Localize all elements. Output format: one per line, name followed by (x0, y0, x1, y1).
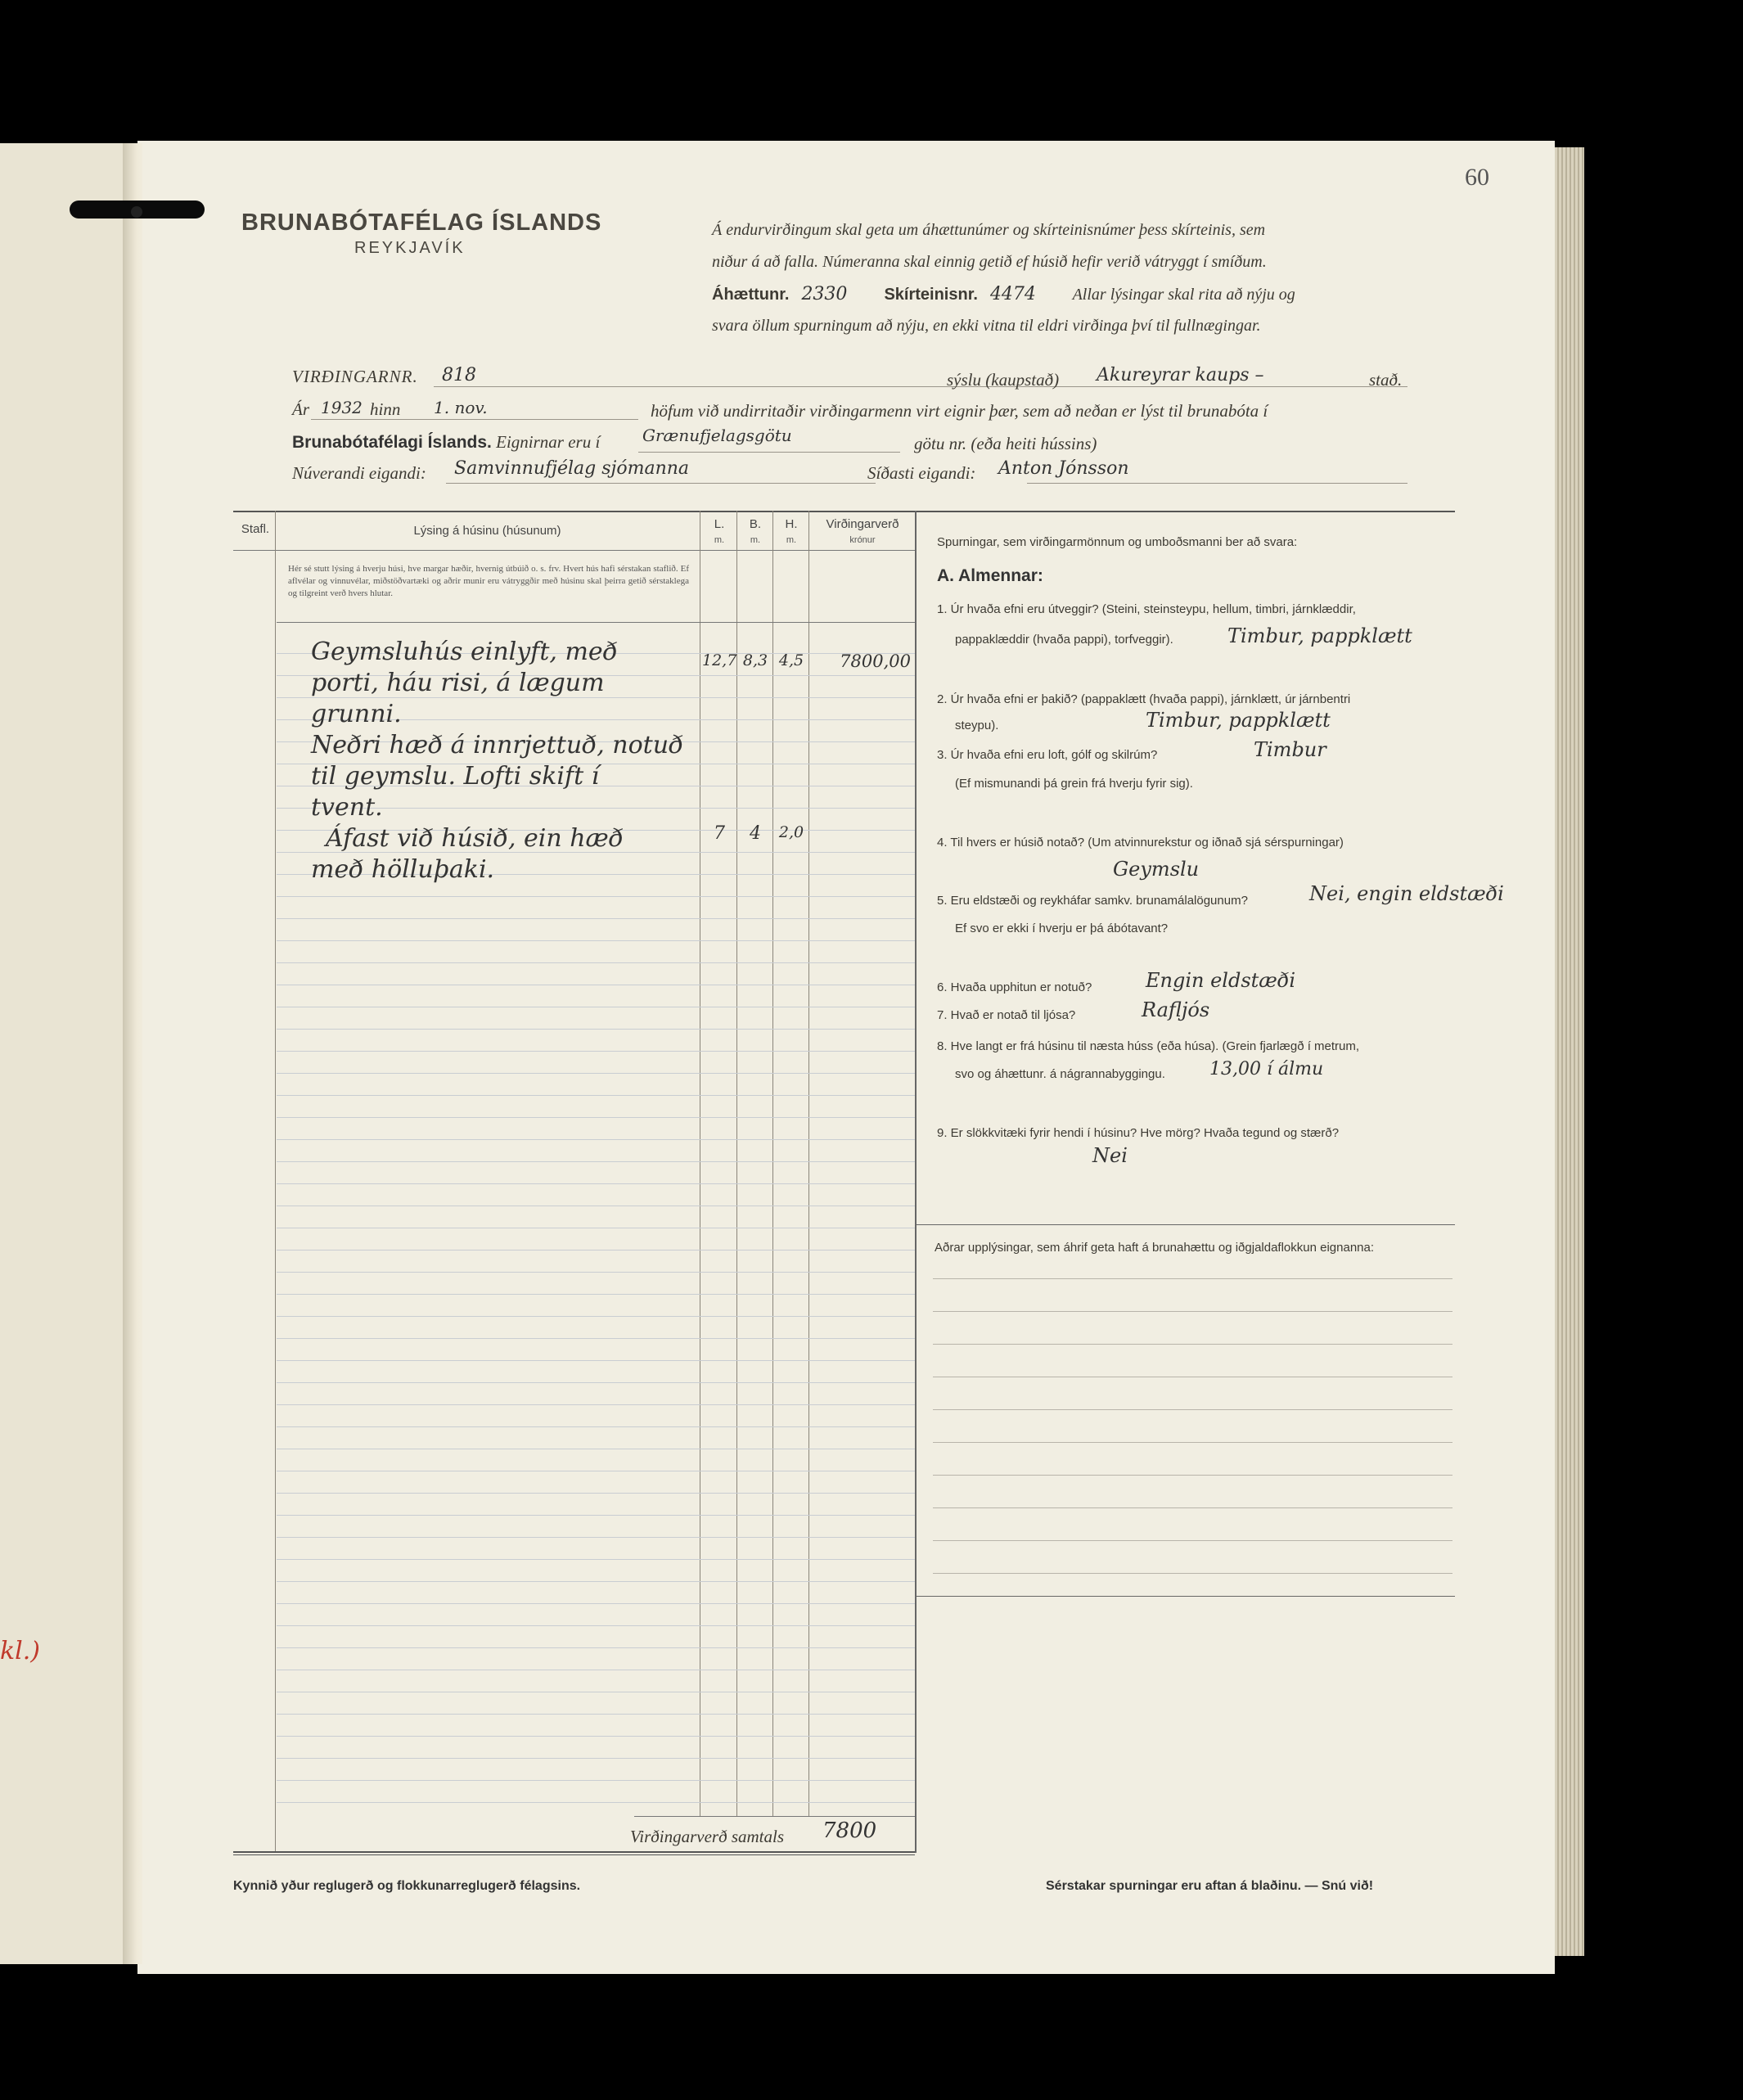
table-vline-1 (275, 511, 276, 1853)
eignirnar-label: Eignirnar eru í (496, 432, 601, 452)
q8-answer: 13,00 í álmu (1209, 1059, 1324, 1079)
ruled-line (933, 1442, 1452, 1443)
left-page (0, 143, 137, 1964)
ruled-line (277, 1250, 915, 1251)
header-rule-4 (446, 483, 876, 484)
table-top-rule (233, 511, 1455, 512)
row1-verd: 7800,00 (840, 651, 911, 671)
ruled-line (277, 1117, 915, 1118)
col-verd: Virðingarverð (826, 517, 899, 531)
ruled-line (277, 1426, 915, 1427)
q3-text: 3. Úr hvaða efni eru loft, gólf og skilrúm? (937, 748, 1158, 762)
ruled-line (277, 1758, 915, 1759)
col-b-unit: m. (750, 535, 761, 545)
binding-hole-icon (131, 206, 142, 218)
row1-l: 12,7 (702, 651, 737, 669)
ruled-line (277, 1360, 915, 1361)
page-edges (1555, 147, 1584, 1956)
description-line-7: Áfast við húsið, ein hæð (326, 824, 624, 853)
nuverandi-value: Samvinnufjélag sjómanna (454, 458, 690, 479)
skirteinisnr-label: Skírteinisnr. (884, 286, 978, 304)
description-block (311, 637, 696, 886)
q5-text: 5. Eru eldstæði og reykháfar samkv. brunamálalögunum? (937, 894, 1248, 908)
questions-intro: Spurningar, sem virðingarmönnum og umboðsmanni ber að svara: (937, 535, 1298, 549)
ruled-line (277, 1161, 915, 1162)
gotu-label: götu nr. (eða heiti hússins) (914, 434, 1097, 453)
ruled-line (277, 1382, 915, 1383)
total-top-rule (634, 1816, 915, 1817)
ahaettunr-label: Áhættunr. (712, 286, 790, 304)
intro-line-3-tail: Allar lýsingar skal rita að nýju og (1072, 286, 1295, 304)
ruled-line (277, 1625, 915, 1626)
hinn-value: 1. nov. (434, 398, 488, 417)
ruled-line (277, 1073, 915, 1074)
q5-answer: Nei, engin eldstæði (1309, 882, 1504, 905)
col-lysing: Lýsing á húsinu (húsunum) (413, 524, 561, 538)
q6-answer: Engin eldstæði (1146, 969, 1295, 992)
col-stafl: Stafl. (241, 522, 270, 536)
ruled-line (277, 1736, 915, 1737)
ruled-line (277, 1780, 915, 1781)
col-b: B. (749, 517, 762, 531)
adrar-text: Aðrar upplýsingar, sem áhrif geta haft á brunahættu og iðgjaldaflokkun eignanna: (935, 1241, 1375, 1255)
description-line-5: til geymslu. Lofti skift í (311, 762, 600, 791)
q2-text: 2. Úr hvaða efni er þakið? (pappaklætt (hvaða pappi), járnklætt, úr járnbentri (937, 692, 1351, 706)
ruled-line (277, 1714, 915, 1715)
ruled-line (277, 1338, 915, 1339)
intro-line-4: svara öllum spurningum að nýju, en ekki vitna til eldri virðinga því til fullnægingar. (712, 317, 1261, 335)
ruled-line (277, 1404, 915, 1405)
ruled-line (277, 940, 915, 941)
header-rule-2 (311, 419, 638, 420)
questions-divider (915, 1224, 1455, 1225)
ruled-line (277, 1581, 915, 1582)
q3-answer: Timbur (1254, 738, 1326, 761)
ruled-line (277, 1603, 915, 1604)
table-vline-4 (772, 511, 773, 1816)
description-line-8: með hölluþaki. (311, 855, 495, 884)
col-l-unit: m. (714, 535, 725, 545)
intro-line-3 (712, 278, 1407, 311)
description-line-2: porti, háu risi, á lægum (311, 669, 605, 697)
eignirnar-value: Grænufjelagsgötu (642, 426, 792, 445)
skirteinisnr-value: 4474 (989, 284, 1036, 304)
table-vline-5 (808, 511, 809, 1816)
table-header-rule (233, 550, 917, 551)
col-h: H. (785, 517, 798, 531)
description-line-4: Neðri hæð á innrjettuð, notuð (311, 731, 684, 759)
ruled-line (933, 1311, 1452, 1312)
ruled-line (277, 1493, 915, 1494)
q4-answer: Geymslu (1113, 858, 1200, 881)
ruled-line (277, 896, 915, 897)
intro-line-2: niður á að falla. Númeranna skal einnig getið ef húsið hefir verið vátryggt í smíðum. (712, 253, 1267, 271)
footer-right: Sérstakar spurningar eru aftan á blaðinu. — Snú við! (1046, 1879, 1374, 1893)
col-l: L. (714, 517, 725, 531)
ar-label: Ár (292, 399, 309, 419)
q9-text: 9. Er slökkvitæki fyrir hendi í húsinu? Hve mörg? Hvaða tegund og stærð? (937, 1126, 1340, 1140)
syslu-label: sýslu (kaupstað) (947, 370, 1060, 390)
q3b-text: (Ef mismunandi þá grein frá hverju fyrir sig). (955, 777, 1193, 791)
margin-note: kl.) (0, 1637, 41, 1665)
ruled-line (933, 1540, 1452, 1541)
q8-text: 8. Hve langt er frá húsinu til næsta húss (eða húsa). (Grein fjarlægð í metrum, (937, 1039, 1360, 1053)
ruled-line (277, 1316, 915, 1317)
footer-left: Kynnið yður reglugerð og flokkunarreglugerð félagsins. (233, 1879, 581, 1893)
total-label: Virðingarverð samtals (630, 1827, 785, 1846)
brunabot-label: Brunabótafélagi Íslands. (292, 433, 492, 452)
row1-h: 4,5 (778, 651, 804, 669)
row1-b: 8,3 (742, 651, 768, 669)
ruled-line (933, 1507, 1452, 1508)
ruled-line (277, 1559, 915, 1560)
ruled-line (277, 1294, 915, 1295)
q5b-text: Ef svo er ekki í hverju er þá ábótavant? (955, 922, 1169, 935)
organization-city: REYKJAVÍK (354, 239, 466, 257)
ruled-line (933, 1344, 1452, 1345)
hinn-label: hinn (370, 399, 401, 419)
syslu-value: Akureyrar kaups – (1097, 365, 1264, 385)
q1b-text: pappaklæddir (hvaða pappi), torfveggir). (955, 633, 1173, 647)
ruled-line (933, 1278, 1452, 1279)
ruled-line (277, 1051, 915, 1052)
ruled-line (933, 1475, 1452, 1476)
nuverandi-label: Núverandi eigandi: (292, 463, 426, 483)
table-bottom-rule (233, 1851, 915, 1853)
header-rule-1 (434, 386, 1407, 387)
q7-answer: Rafljós (1142, 998, 1210, 1021)
ruled-line (277, 962, 915, 963)
page-number: 60 (1465, 164, 1489, 191)
row2-b: 4 (750, 823, 761, 844)
intro-line-1: Á endurvirðingum skal geta um áhættunúmer og skírteinisnúmer þess skírteinis, sem (712, 221, 1266, 239)
virdingarnr-label: VIRÐINGARNR. (292, 367, 418, 386)
description-line-6: tvent. (311, 793, 383, 822)
brunabot-line (292, 432, 600, 453)
ruled-line (277, 1515, 915, 1516)
ruled-line (277, 1029, 915, 1030)
instructions-rule (277, 622, 915, 623)
table-vline-3 (736, 511, 737, 1816)
col-kronur: krónur (849, 535, 876, 545)
q1-text: 1. Úr hvaða efni eru útveggir? (Steini, steinsteypu, hellum, timbri, járnklæddir, (937, 602, 1356, 616)
header-rule-3 (638, 452, 900, 453)
sidasti-value: Anton Jónsson (998, 458, 1129, 479)
q1-answer: Timbur, pappklætt (1227, 624, 1412, 647)
organization-name: BRUNABÓTAFÉLAG ÍSLANDS (241, 210, 602, 236)
ruled-line (277, 1802, 915, 1803)
q8b-text: svo og áhættunr. á nágrannabyggingu. (955, 1067, 1165, 1081)
ruled-line (277, 918, 915, 919)
ruled-line (277, 1537, 915, 1538)
q4-text: 4. Til hvers er húsið notað? (Um atvinnurekstur og iðnað sjá sérspurningar) (937, 836, 1344, 849)
description-line-1: Geymsluhús einlyft, með (311, 638, 618, 666)
ruled-line (933, 1409, 1452, 1410)
table-instructions: Hér sé stutt lýsing á hverju húsi, hve margar hæðir, hvernig útbúið o. s. frv. Hvert hús hafi sérstakan staflið. Ef aflvélar og vinnuvélar, miðstöðvartæki og aðrir munir eru vátryggðir með húsinu skal þeirra getið sérstaklega og tilgreint verð hvers hlutar. (288, 564, 689, 598)
stad-label: stað. (1369, 370, 1403, 390)
table-bottom-rule-2 (233, 1854, 915, 1855)
questions-bottom-rule (915, 1596, 1455, 1597)
section-a-title: A. Almennar: (937, 566, 1043, 585)
row2-l: 7 (714, 823, 725, 844)
ruled-line (277, 1183, 915, 1184)
q9-answer: Nei (1092, 1144, 1128, 1167)
sidasti-label: Síðasti eigandi: (867, 463, 976, 483)
ruled-line (277, 1647, 915, 1648)
total-value: 7800 (822, 1818, 877, 1843)
hofum-text: höfum við undirritaðir virðingarmenn virt eignir þær, sem að neðan er lýst til brunabóta í (651, 401, 1268, 421)
q2b-text: steypu). (955, 719, 999, 732)
description-line-3: grunni. (311, 700, 402, 728)
q2-answer: Timbur, pappklætt (1146, 709, 1331, 732)
ar-value: 1932 (321, 398, 363, 417)
table-vline-6 (915, 511, 917, 1853)
virdingarnr-value: 818 (442, 365, 476, 385)
header-rule-5 (1027, 483, 1407, 484)
row2-h: 2,0 (778, 823, 804, 841)
q7-text: 7. Hvað er notað til ljósa? (937, 1008, 1076, 1022)
ruled-line (277, 1272, 915, 1273)
col-h-unit: m. (786, 535, 797, 545)
ruled-line (277, 1095, 915, 1096)
q6-text: 6. Hvaða upphitun er notuð? (937, 980, 1092, 994)
ruled-line (277, 1205, 915, 1206)
ruled-line (933, 1573, 1452, 1574)
book-gutter (123, 143, 142, 1964)
ruled-line (277, 1139, 915, 1140)
ahaettunr-value: 2330 (801, 284, 848, 304)
